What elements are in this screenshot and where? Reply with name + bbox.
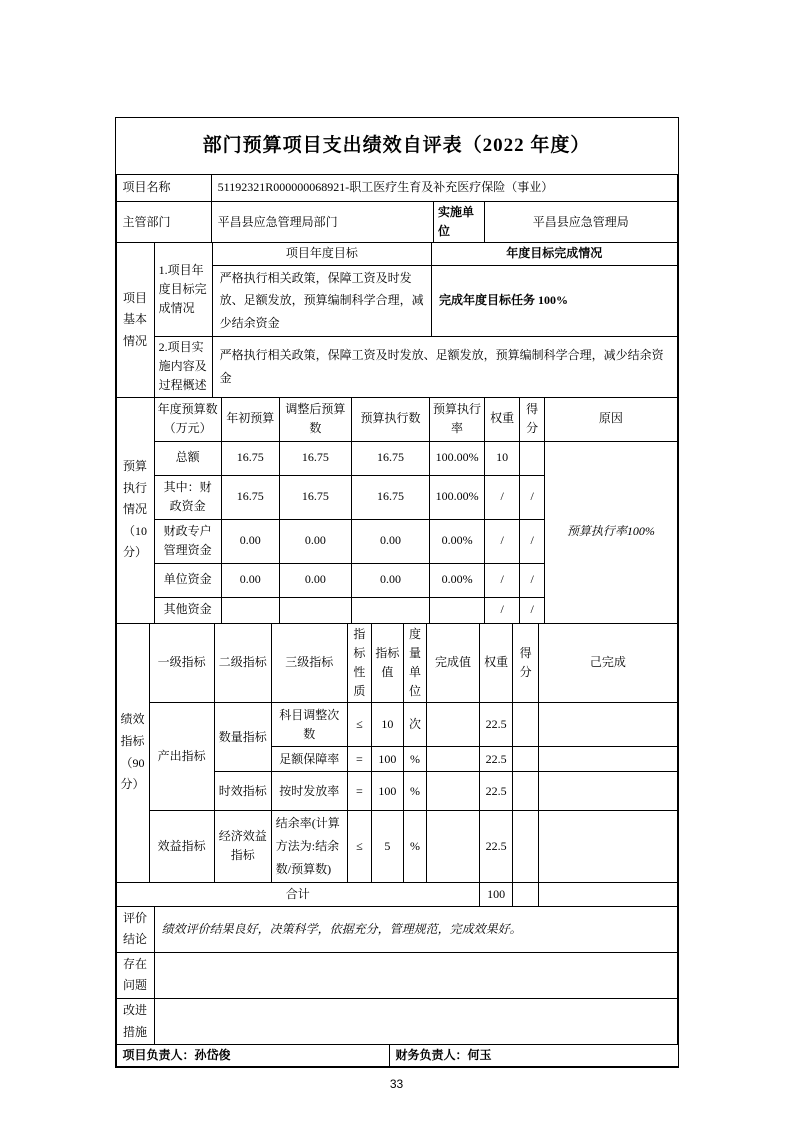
indicator-value: 5 <box>371 811 403 882</box>
budget-cell-score: / <box>520 597 545 623</box>
indicator-level1: 效益指标 <box>149 811 214 882</box>
evaluation-section <box>116 906 678 1046</box>
budget-cell-adjusted: 0.00 <box>279 563 351 597</box>
indicator-header-score: 得分 <box>513 623 539 703</box>
budget-row-label: 单位资金 <box>154 563 221 597</box>
indicator-value: 10 <box>371 703 403 747</box>
indicator-header-level1: 一级指标 <box>149 623 214 703</box>
indicator-header-completion: 完成值 <box>426 623 479 703</box>
department-value: 平昌县应急管理局部门 <box>211 202 433 243</box>
budget-reason-text: 预算执行率100% <box>545 441 677 623</box>
budget-cell-score: / <box>520 519 545 563</box>
budget-header-reason: 原因 <box>545 397 677 441</box>
indicator-header-status: 己完成 <box>539 623 677 703</box>
table-row <box>116 703 677 747</box>
page-title: 部门预算项目支出绩效自评表（2022 年度） <box>202 135 591 157</box>
budget-cell-weight: / <box>485 519 520 563</box>
indicator-nature: = <box>347 747 371 772</box>
budget-cell-executed: 0.00 <box>351 563 429 597</box>
budget-cell-initial: 0.00 <box>221 519 279 563</box>
indicator-weight: 22.5 <box>480 703 513 747</box>
indicator-unit: % <box>403 747 426 772</box>
indicator-level2: 经济效益指标 <box>214 811 271 882</box>
conclusion-label: 评价结论 <box>116 906 154 952</box>
implement-unit-label: 实施单位 <box>434 202 485 243</box>
indicator-header-level2: 二级指标 <box>214 623 271 703</box>
table-row <box>116 336 677 397</box>
goal-completion-text: 完成年度目标任务 100% <box>432 265 677 336</box>
implementation-group-label: 2.项目实施内容及过程概述 <box>154 336 212 397</box>
table-row <box>116 175 677 202</box>
indicators-section <box>116 623 678 907</box>
table-row <box>116 999 677 1045</box>
indicator-status <box>539 747 677 772</box>
table-row <box>116 118 678 175</box>
indicator-level3: 按时发放率 <box>271 772 347 811</box>
budget-cell-weight: 10 <box>485 441 520 475</box>
indicator-weight: 22.5 <box>480 772 513 811</box>
indicator-nature: ≤ <box>347 703 371 747</box>
indicator-unit: 次 <box>403 703 426 747</box>
budget-cell-rate: 0.00% <box>430 563 485 597</box>
budget-section <box>116 397 678 624</box>
total-status <box>539 882 677 906</box>
total-weight: 100 <box>480 882 513 906</box>
title-section <box>116 118 678 175</box>
finance-manager: 财务负责人：何玉 <box>389 1045 678 1067</box>
table-row <box>116 243 677 265</box>
budget-cell-score: / <box>520 475 545 519</box>
budget-row-label: 总额 <box>154 441 221 475</box>
indicator-header-value: 指标值 <box>371 623 403 703</box>
budget-header-score: 得分 <box>520 397 545 441</box>
indicator-weight: 22.5 <box>480 811 513 882</box>
budget-header-weight: 权重 <box>485 397 520 441</box>
measures-text <box>154 999 677 1045</box>
budget-header-executed: 预算执行数 <box>351 397 429 441</box>
implementation-text: 严格执行相关政策，保障工资及时发放、足额发放，预算编制科学合理，减少结余资金 <box>212 336 677 397</box>
project-name-value: 51192321R000000068921-职工医疗生育及补充医疗保险（事业） <box>211 175 677 202</box>
indicator-completion <box>426 772 479 811</box>
indicator-level3: 结余率(计算方法为:结余数/预算数) <box>271 811 347 882</box>
signatures-section <box>116 1044 679 1067</box>
indicator-header-unit: 度量单位 <box>403 623 426 703</box>
budget-header-initial: 年初预算 <box>221 397 279 441</box>
indicator-status <box>539 703 677 747</box>
indicator-value: 100 <box>371 747 403 772</box>
indicator-unit: % <box>403 811 426 882</box>
department-label: 主管部门 <box>116 202 211 243</box>
indicator-weight: 22.5 <box>480 747 513 772</box>
indicator-status <box>539 772 677 811</box>
indicator-score <box>513 772 539 811</box>
basic-section <box>116 242 678 397</box>
indicator-completion <box>426 747 479 772</box>
budget-cell-initial: 0.00 <box>221 563 279 597</box>
indicator-status <box>539 811 677 882</box>
budget-cell-executed: 16.75 <box>351 475 429 519</box>
total-label: 合计 <box>116 882 480 906</box>
project-manager: 项目负责人：孙岱俊 <box>116 1045 389 1067</box>
measures-label: 改进措施 <box>116 999 154 1045</box>
indicator-score <box>513 811 539 882</box>
indicator-level2: 数量指标 <box>214 703 271 772</box>
indicator-completion <box>426 703 479 747</box>
budget-header-annual: 年度预算数（万元） <box>154 397 221 441</box>
indicator-unit: % <box>403 772 426 811</box>
annual-goal-text: 严格执行相关政策，保障工资及时发放、足额发放，预算编制科学合理，减少结余资金 <box>212 265 431 336</box>
budget-cell-rate <box>430 597 485 623</box>
table-row <box>116 623 677 703</box>
budget-cell-rate: 100.00% <box>430 441 485 475</box>
table-row <box>116 882 677 906</box>
problems-label: 存在问题 <box>116 952 154 998</box>
indicator-nature: = <box>347 772 371 811</box>
budget-cell-weight: / <box>485 475 520 519</box>
indicator-nature: ≤ <box>347 811 371 882</box>
indicator-completion <box>426 811 479 882</box>
page-number: 33 <box>389 1077 404 1092</box>
budget-cell-rate: 100.00% <box>430 475 485 519</box>
budget-cell-adjusted: 0.00 <box>279 519 351 563</box>
budget-cell-adjusted <box>279 597 351 623</box>
budget-cell-initial: 16.75 <box>221 475 279 519</box>
indicators-section-label: 绩效指标（90分） <box>116 623 149 882</box>
budget-row-label: 其中：财政资金 <box>154 475 221 519</box>
budget-cell-rate: 0.00% <box>430 519 485 563</box>
budget-cell-executed <box>351 597 429 623</box>
indicator-header-level3: 三级指标 <box>271 623 347 703</box>
table-row <box>116 441 677 475</box>
indicator-level3: 足额保障率 <box>271 747 347 772</box>
indicator-score <box>513 703 539 747</box>
table-row <box>116 952 677 998</box>
total-score <box>513 882 539 906</box>
conclusion-text: 绩效评价结果良好，决策科学，依据充分，管理规范，完成效果好。 <box>154 906 677 952</box>
implement-unit-value: 平昌县应急管理局 <box>485 202 677 243</box>
budget-row-label: 财政专户管理资金 <box>154 519 221 563</box>
annual-goal-header: 项目年度目标 <box>212 243 431 265</box>
self-evaluation-table <box>115 117 679 1068</box>
indicator-level3: 科目调整次数 <box>271 703 347 747</box>
indicator-level2: 时效指标 <box>214 772 271 811</box>
budget-cell-initial: 16.75 <box>221 441 279 475</box>
budget-cell-executed: 0.00 <box>351 519 429 563</box>
project-name-label: 项目名称 <box>116 175 211 202</box>
table-row <box>116 811 677 882</box>
budget-cell-score: / <box>520 563 545 597</box>
indicator-value: 100 <box>371 772 403 811</box>
budget-cell-adjusted: 16.75 <box>279 441 351 475</box>
budget-row-label: 其他资金 <box>154 597 221 623</box>
indicator-score <box>513 747 539 772</box>
info-section <box>116 174 678 243</box>
problems-text <box>154 952 677 998</box>
budget-header-adjusted: 调整后预算数 <box>279 397 351 441</box>
basic-section-label: 项目基本情况 <box>116 243 154 397</box>
annual-goal-group-label: 1.项目年度目标完成情况 <box>154 243 212 337</box>
budget-section-label: 预算执行情况（10分） <box>116 397 154 623</box>
budget-cell-executed: 16.75 <box>351 441 429 475</box>
indicator-level1: 产出指标 <box>149 703 214 811</box>
table-row <box>116 397 677 441</box>
budget-cell-weight: / <box>485 597 520 623</box>
budget-header-rate: 预算执行率 <box>430 397 485 441</box>
budget-cell-initial <box>221 597 279 623</box>
budget-cell-weight: / <box>485 563 520 597</box>
indicator-header-weight: 权重 <box>480 623 513 703</box>
budget-cell-score <box>520 441 545 475</box>
goal-completion-header: 年度目标完成情况 <box>432 243 677 265</box>
indicator-header-nature: 指标性质 <box>347 623 371 703</box>
table-row <box>116 906 677 952</box>
budget-cell-adjusted: 16.75 <box>279 475 351 519</box>
table-row <box>116 1045 678 1067</box>
table-row <box>116 202 677 243</box>
